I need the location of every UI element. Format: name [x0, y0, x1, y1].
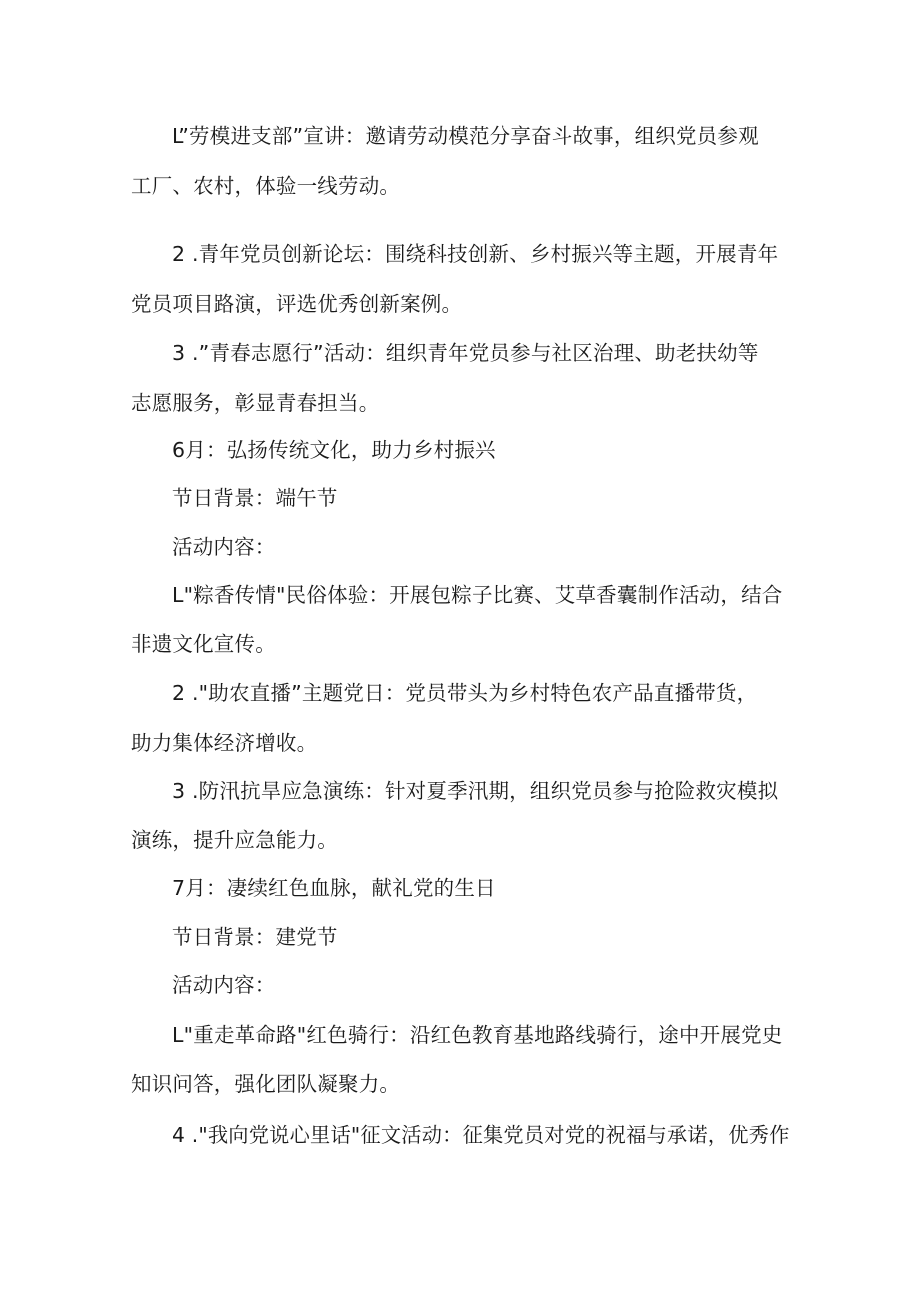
paragraph-line: 非遗文化宣传。: [131, 632, 276, 656]
paragraph-line: 志愿服务，彰显青春担当。: [131, 391, 380, 415]
paragraph-line: 党员项目路演，评选优秀创新案例。: [131, 292, 463, 316]
paragraph-line: 3 .”青春志愿行”活动：组织青年党员参与社区治理、助老扶幼等: [172, 341, 759, 365]
paragraph-line: 活动内容：: [172, 535, 276, 559]
paragraph-line: 2 ."助农直播”主题党日：党员带头为乡村特色农产品直播带货，: [172, 681, 758, 705]
paragraph-line: L"重走革命路"红色骑行：沿红色教育基地路线骑行，途中开展党史: [172, 1023, 783, 1047]
paragraph-line: 2 .青年党员创新论坛：围绕科技创新、乡村振兴等主题，开展青年: [172, 242, 779, 266]
paragraph-line: 演练，提升应急能力。: [131, 828, 338, 852]
paragraph-line: 活动内容：: [172, 973, 276, 997]
paragraph-line: 节日背景：建党节: [172, 925, 338, 949]
paragraph-line: L"粽香传情"民俗体验：开展包粽子比赛、艾草香囊制作活动，结合: [172, 583, 783, 607]
paragraph-line: L”劳模进支部”宣讲：邀请劳动模范分享奋斗故事，组织党员参观: [172, 124, 759, 148]
paragraph-line: 知识问答，强化团队凝聚力。: [131, 1072, 401, 1096]
paragraph-line: 助力集体经济增收。: [131, 731, 318, 755]
section-heading: 7月：凄续红色血脉，献礼党的生日: [172, 876, 496, 900]
paragraph-line: 4 ."我向党说心里话"征文活动：征集党员对党的祝福与承诺，优秀作: [172, 1123, 790, 1147]
section-heading: 6月：弘扬传统文化，助力乡村振兴: [172, 438, 496, 462]
paragraph-line: 节日背景：端午节: [172, 486, 338, 510]
paragraph-line: 工厂、农村，体验一线劳动。: [131, 174, 401, 198]
paragraph-line: 3 .防汛抗旱应急演练：针对夏季汛期，组织党员参与抢险救灾模拟: [172, 779, 779, 803]
